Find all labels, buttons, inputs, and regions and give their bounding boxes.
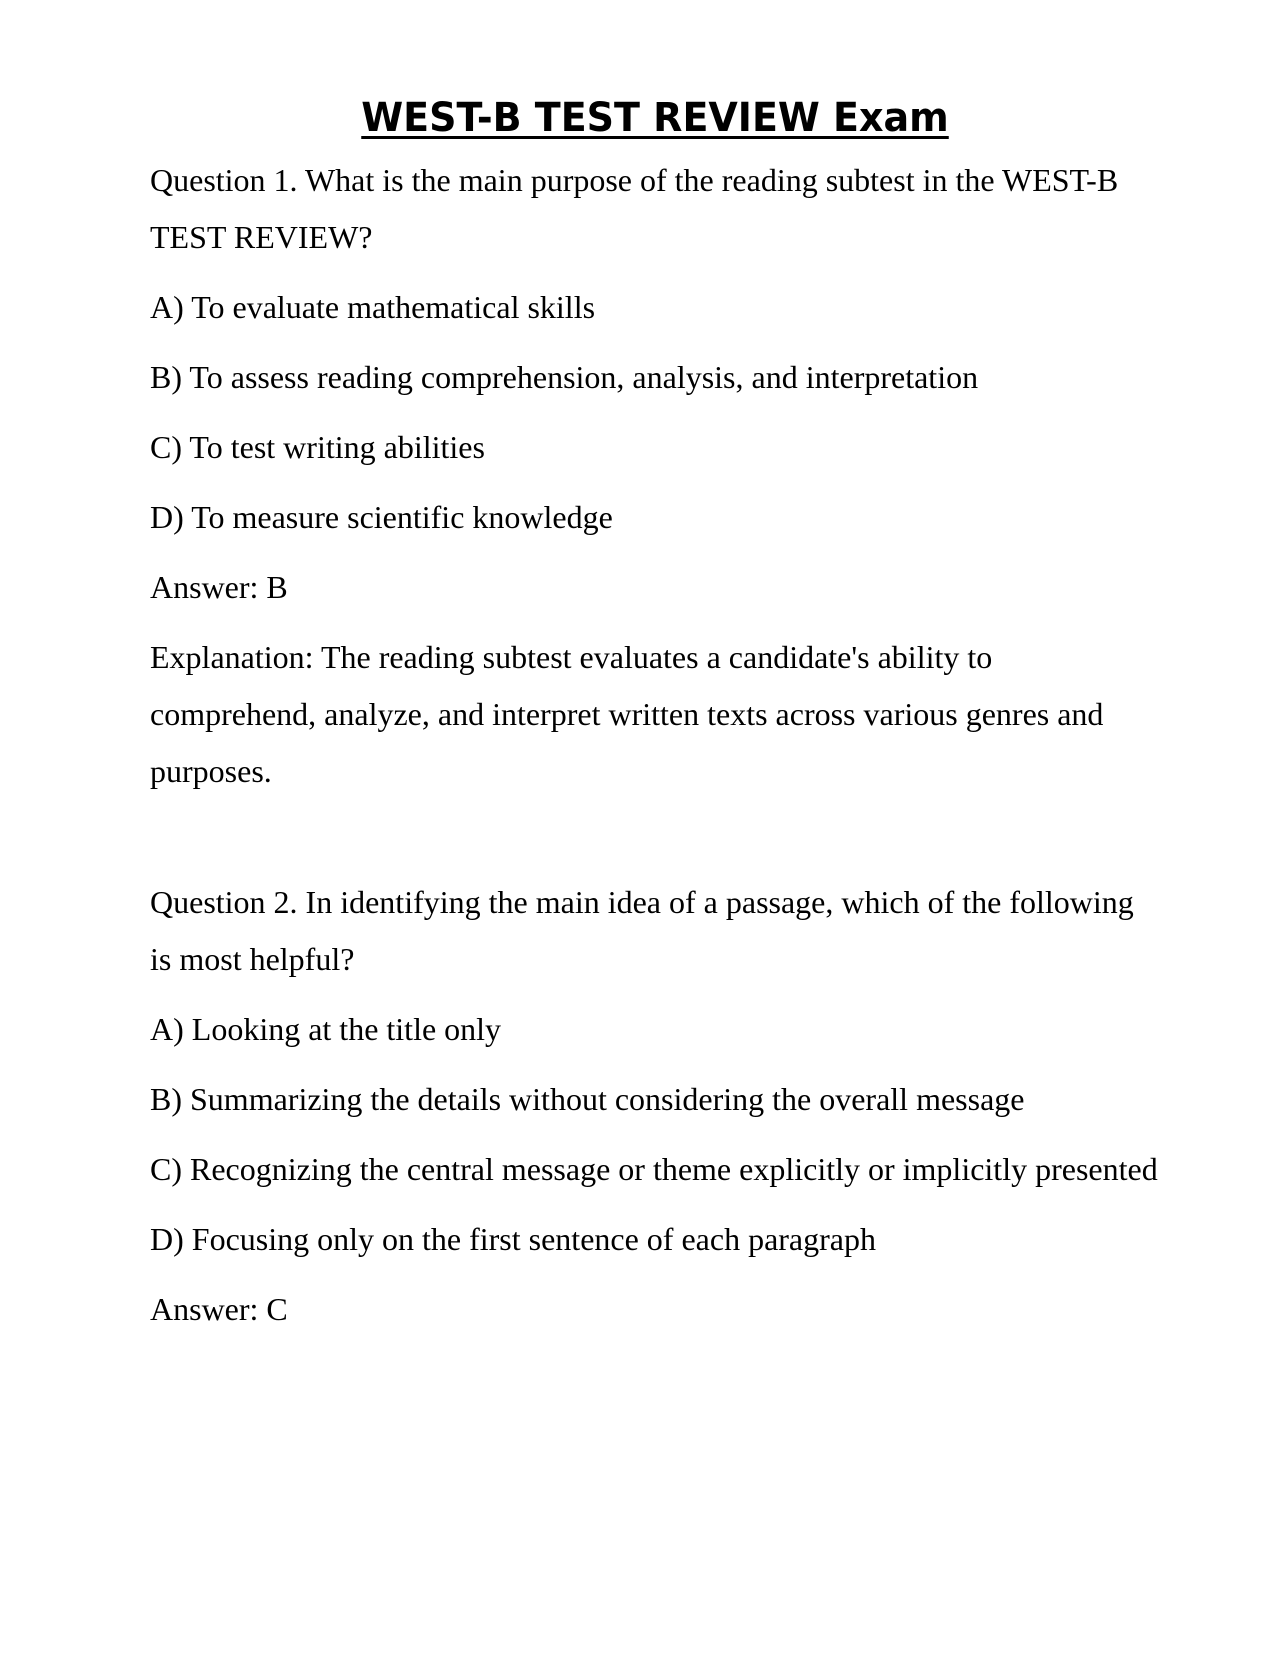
question-1-option-d: D) To measure scientific knowledge: [150, 499, 613, 535]
question-1-block: [150, 152, 1160, 800]
question-2-answer: Answer: C: [150, 1291, 288, 1327]
question-2-block: [150, 874, 1160, 1338]
question-1-stem: Question 1. What is the main purpose of the reading subtest in the WEST-B TEST REVIEW?: [150, 162, 1119, 255]
question-1-answer: Answer: B: [150, 569, 288, 605]
question-1-option-b: B) To assess reading comprehension, analysis, and interpretation: [150, 359, 979, 395]
question-2-stem: Question 2. In identifying the main idea of a passage, which of the following is most helpful?: [150, 884, 1134, 977]
question-2-option-a: A) Looking at the title only: [150, 1011, 502, 1047]
question-2-option-b: B) Summarizing the details without considering the overall message: [150, 1081, 1025, 1117]
document-page: [150, 88, 1160, 1338]
question-1-option-a: A) To evaluate mathematical skills: [150, 289, 596, 325]
question-1-explanation: Explanation: The reading subtest evaluates a candidate's ability to comprehend, analyze, and interpret written texts across various genres and purposes.: [150, 639, 1104, 789]
question-2-option-c: C) Recognizing the central message or theme explicitly or implicitly presented: [150, 1151, 1158, 1187]
document-title-text: WEST-B TEST REVIEW Exam: [361, 95, 949, 141]
document-title: [175, 88, 1135, 148]
question-1-option-c: C) To test writing abilities: [150, 429, 485, 465]
question-2-option-d: D) Focusing only on the first sentence of each paragraph: [150, 1221, 876, 1257]
